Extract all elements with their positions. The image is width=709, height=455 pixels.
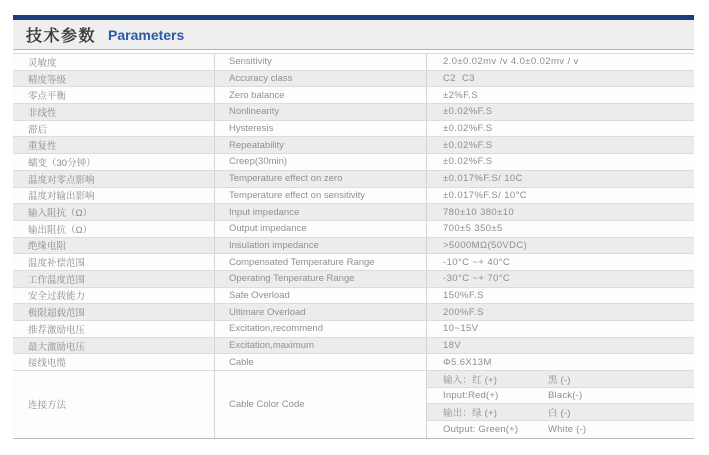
param-name-cn: 温度对输出影响 (13, 188, 215, 204)
section-title-chinese: 技术参数 (26, 28, 97, 45)
cable-color-left: Input:Red(+) (443, 390, 499, 402)
param-value: ±0.02%F.S (443, 156, 493, 168)
table-row (13, 321, 694, 338)
param-name-cn: 零点平衡 (13, 87, 215, 103)
param-name-cn: 输入阻抗（Ω） (13, 204, 215, 220)
param-name-en: Compensated Temperature Range (215, 254, 427, 270)
table-row (13, 204, 694, 221)
param-name-en: Ultimare Overload (215, 304, 427, 320)
param-name-en: Nonlinearity (215, 104, 427, 120)
table-row (13, 238, 694, 255)
param-name-cn: 蠕变（30分钟） (13, 154, 215, 170)
cable-color-left: 输入：红 (+) (443, 374, 498, 386)
param-name-cn: 滞后 (13, 121, 215, 137)
table-row (13, 354, 694, 371)
table-row (13, 338, 694, 355)
cable-color-right: 白 (-) (548, 408, 571, 420)
param-value: 18V (443, 340, 462, 352)
param-name-cn: 最大激励电压 (13, 338, 215, 354)
param-name-en: Creep(30min) (215, 154, 427, 170)
param-name-cn: 温度对零点影响 (13, 171, 215, 187)
param-value: ±0.02%F.S (443, 123, 493, 135)
table-row (13, 254, 694, 271)
param-name-en: Input impedance (215, 204, 427, 220)
param-name-en: Safe Overload (215, 288, 427, 304)
param-value: Φ5.6X13M (443, 356, 492, 368)
param-value: -10°C ~+ 40°C (443, 256, 511, 268)
table-row (13, 221, 694, 238)
param-name-cn: 安全过载能力 (13, 288, 215, 304)
cable-color-right: 黑 (-) (548, 374, 571, 386)
param-value: 200%F.S (443, 306, 484, 318)
param-name-en: Hysteresis (215, 121, 427, 137)
parameters-table (13, 53, 694, 439)
param-name-cn: 接线电缆 (13, 354, 215, 370)
param-name-en: Output impedance (215, 221, 427, 237)
table-row-connection (13, 371, 694, 438)
param-value: ±2%F.S (443, 89, 479, 101)
cable-color-group (427, 371, 694, 438)
param-name-cn: 绝缘电阻 (13, 238, 215, 254)
param-value: ±0.017%F.S/ 10C (443, 173, 523, 185)
param-value: >5000MΩ(50VDC) (443, 239, 528, 251)
param-value: -30°C ~+ 70°C (443, 273, 511, 285)
param-name-en: Excitation,recommend (215, 321, 427, 337)
table-row (13, 104, 694, 121)
param-name-en: Cable (215, 354, 427, 370)
param-name-en: Zero balance (215, 87, 427, 103)
table-row (13, 304, 694, 321)
param-value: ±0.02%F.S (443, 139, 493, 151)
param-value: 2.0±0.02mv /v 4.0±0.02mv / v (443, 56, 579, 68)
param-value: 780±10 380±10 (443, 206, 515, 218)
cable-color-right: Black(-) (548, 390, 583, 402)
param-name-cn: 温度补偿范围 (13, 254, 215, 270)
table-row (13, 137, 694, 154)
param-name-en: Accuracy class (215, 71, 427, 87)
param-name-cn: 非线性 (13, 104, 215, 120)
cable-color-right: White (-) (548, 423, 587, 435)
param-name-en: Operating Tenperature Range (215, 271, 427, 287)
section-header (13, 20, 694, 50)
table-row (13, 288, 694, 305)
cable-color-row (427, 388, 694, 405)
table-row (13, 154, 694, 171)
cable-color-left: 输出：绿 (+) (443, 408, 498, 420)
param-name-en: Cable Color Code (215, 371, 427, 438)
table-row (13, 171, 694, 188)
param-name-en: Excitation,maximum (215, 338, 427, 354)
param-name-en: Temperature effect on sensitivity (215, 188, 427, 204)
table-row (13, 87, 694, 104)
section-title-english: Parameters (108, 26, 185, 43)
param-name-en: Sensitivity (215, 54, 427, 70)
param-name-cn: 精度等级 (13, 71, 215, 87)
param-value: C2 C3 (443, 73, 475, 85)
cable-color-row (427, 421, 694, 438)
cable-color-left: Output: Green(+) (443, 423, 519, 435)
param-value: ±0.02%F.S (443, 106, 493, 118)
param-name-cn: 连接方法 (13, 371, 215, 438)
param-name-cn: 工作温度范围 (13, 271, 215, 287)
param-value: ±0.017%F.S/ 10°C (443, 189, 528, 201)
table-row (13, 188, 694, 205)
param-name-cn: 重复性 (13, 137, 215, 153)
table-row (13, 121, 694, 138)
cable-color-row (427, 404, 694, 421)
param-name-cn: 推荐激励电压 (13, 321, 215, 337)
cable-color-row (427, 371, 694, 388)
table-row (13, 54, 694, 71)
param-name-en: Repeatability (215, 137, 427, 153)
table-row (13, 271, 694, 288)
param-name-cn: 灵敏度 (13, 54, 215, 70)
param-name-cn: 输出阻抗（Ω） (13, 221, 215, 237)
param-name-en: Insulation impedance (215, 238, 427, 254)
param-value: 10~15V (443, 323, 479, 335)
param-value: 700±5 350±5 (443, 223, 503, 235)
table-row (13, 71, 694, 88)
param-name-en: Temperature effect on zero (215, 171, 427, 187)
param-value: 150%F.S (443, 289, 484, 301)
param-name-cn: 极限超载范围 (13, 304, 215, 320)
